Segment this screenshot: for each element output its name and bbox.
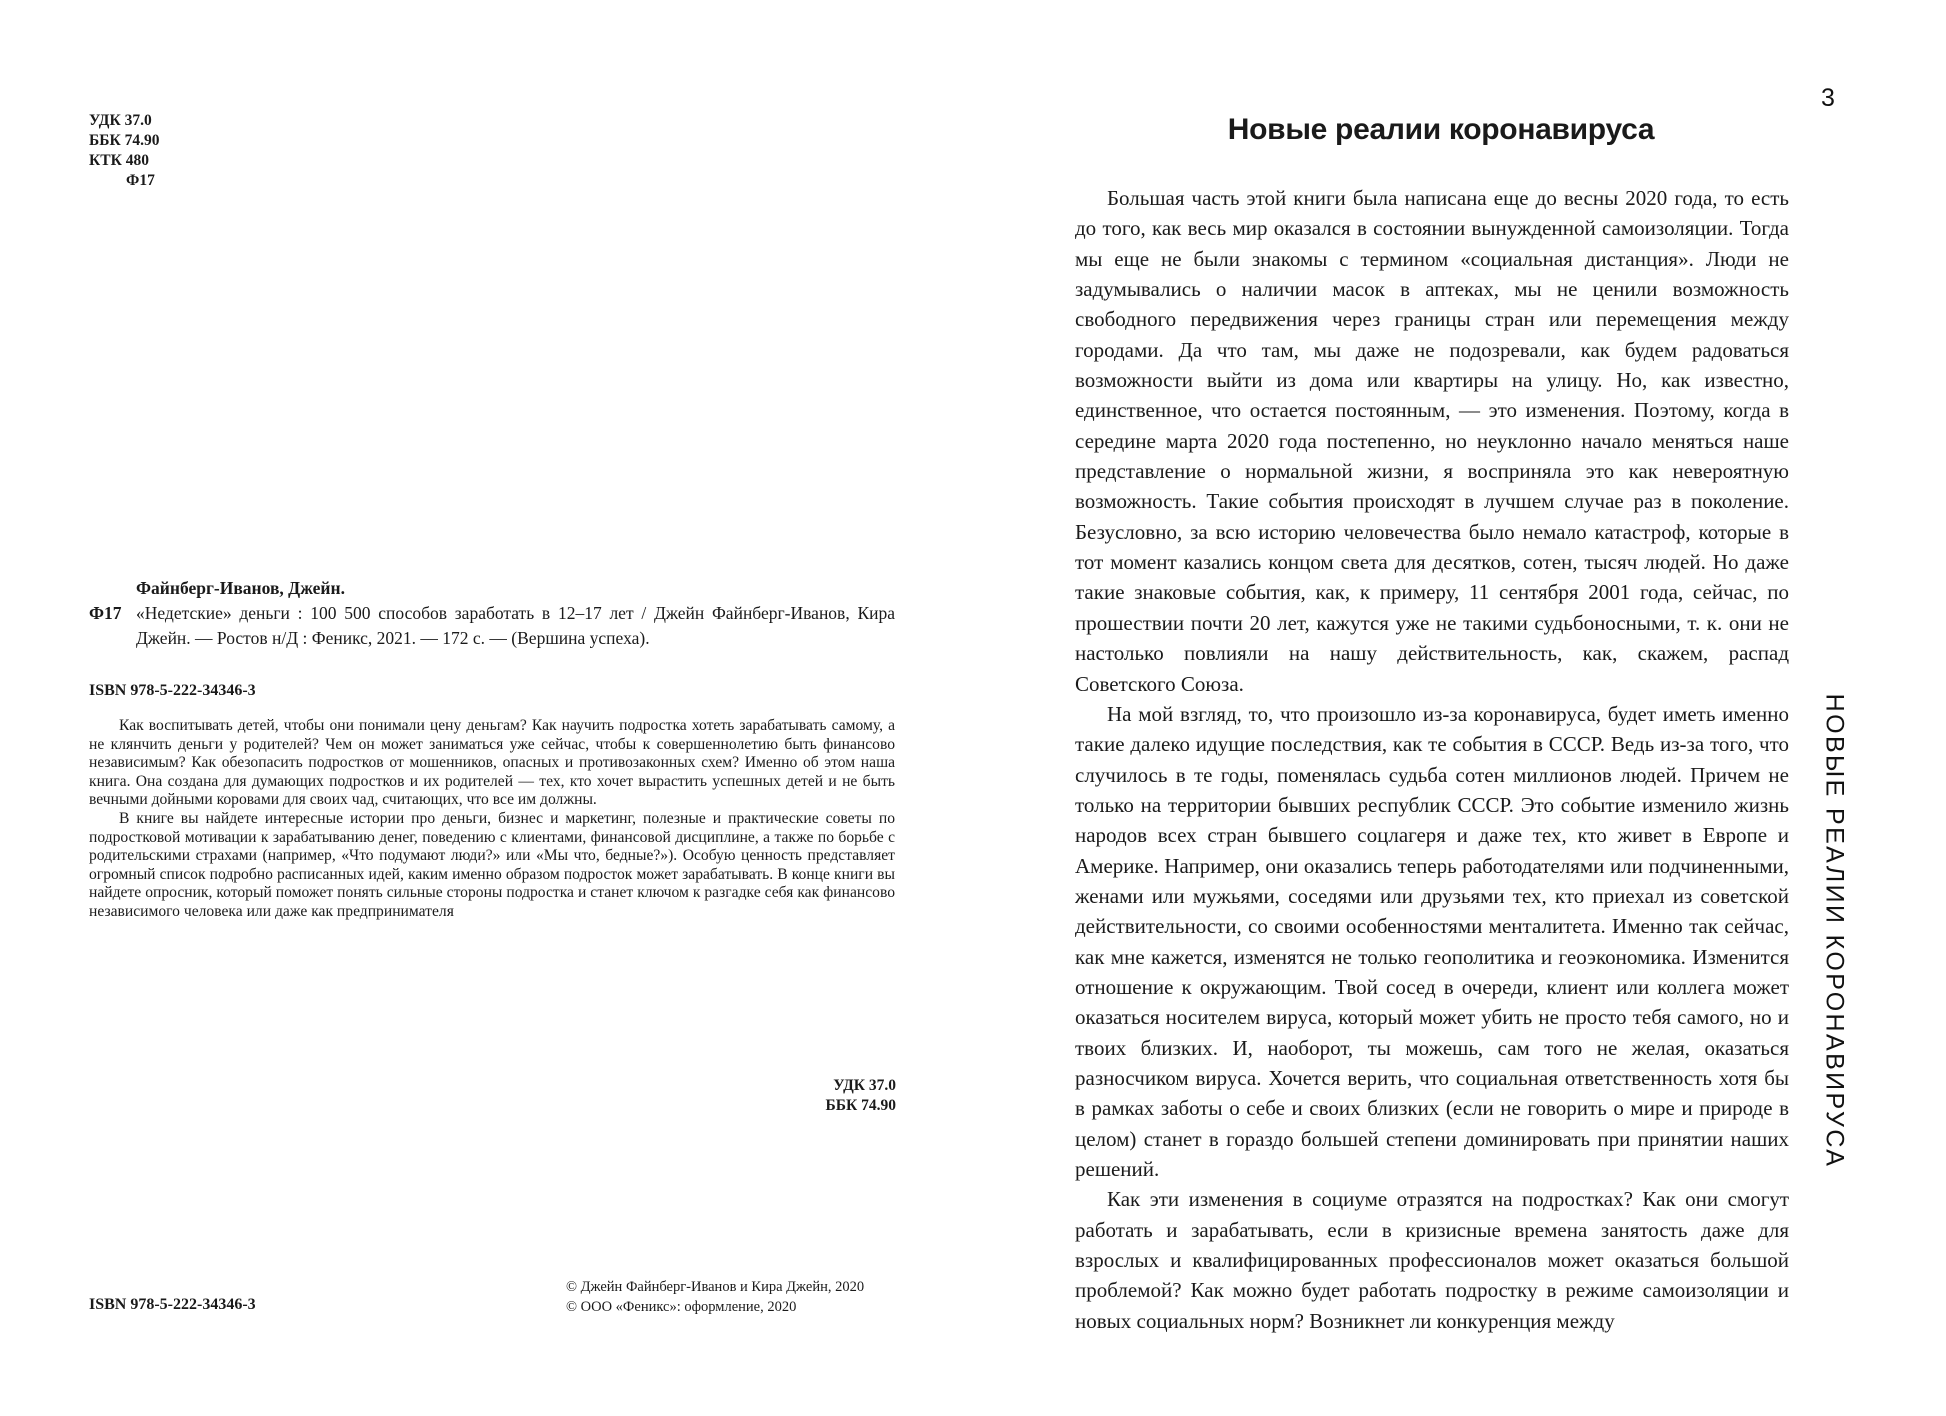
body-paragraph: Как эти изменения в социуме отразятся на подростках? Как они смогут работать и зарабатывать, если в кризисные времена занятость даже для взрослых и квалифицированных профессионалов может оказаться большой проблемой? Как можно будет работать подростку в режиме самоизоляции и новых социальных норм? Возникнет ли конкуренция между xyxy=(1075,1187,1789,1333)
running-head: НОВЫЕ РЕАЛИИ КОРОНАВИРУСА xyxy=(1820,693,1849,1169)
record-author: Файнберг-Иванов, Джейн. xyxy=(136,578,345,598)
page-number: 3 xyxy=(1821,84,1835,112)
isbn-top: ISBN 978-5-222-34346-3 xyxy=(89,682,256,699)
author-mark: Ф17 xyxy=(126,172,155,189)
annotation-paragraph: В книге вы найдете интересные истории про деньги, бизнес и маркетинг, полезные и практические советы по подростковой мотивации к зарабатыванию денег, поведению с клиентами, финансовой дисциплине, а также по борьбе с родительскими страхами (например, «Что подумают люди?» или «Мы что, бедные?»). Особую ценность представляет огромный список подробно расписанных идей, каким именно образом подросток может зарабатывать. В конце книги вы найдете опросник, который поможет понять сильные стороны подростка и станет ключом к разгадке себя как финансово независимого человека или даже как предпринимателя xyxy=(89,809,895,920)
udk-code-footer: УДК 37.0 xyxy=(833,1077,896,1094)
bbk-code: ББК 74.90 xyxy=(89,132,160,149)
annotation xyxy=(89,717,895,922)
chapter-title: Новые реалии коронавируса xyxy=(1227,113,1655,146)
bibliographic-record xyxy=(89,576,895,651)
record-description: «Недетские» деньги : 100 500 способов заработать в 12–17 лет / Джейн Файнберг-Иванов, Кира Джейн. — Ростов н/Д : Феникс, 2021. — 172 с. — (Вершина успеха). xyxy=(136,603,895,648)
classification-header xyxy=(89,111,159,191)
classification-footer xyxy=(810,1076,896,1116)
copyright-line: © ООО «Феникс»: оформление, 2020 xyxy=(566,1299,797,1315)
right-page xyxy=(973,0,1946,1416)
udk-code: УДК 37.0 xyxy=(89,112,152,129)
chapter-body xyxy=(1075,183,1789,1336)
record-author-mark: Ф17 xyxy=(89,603,122,623)
copyright-line: © Джейн Файнберг-Иванов и Кира Джейн, 2020 xyxy=(566,1279,865,1295)
annotation-paragraph: Как воспитывать детей, чтобы они понимали цену деньгам? Как научить подростка хотеть зарабатывать самому, а не клянчить деньги у родителей? Чем он может заниматься уже сейчас, чтобы к совершеннолетию быть финансово независимым? Как обезопасить подростков от мошенников, опасных и противозаконных схем? Именно об этом наша книга. Она создана для думающих подростков и их родителей — тех, кто хочет вырастить успешных детей и не быть вечными дойными коровами для своих чад, считающих, что все им должны. xyxy=(89,717,895,809)
body-paragraph: На мой взгляд, то, что произошло из-за коронавируса, будет иметь именно такие далеко идущие последствия, как те события в СССР. Ведь из-за того, что случилось в те годы, поменялась судьба сотен миллионов людей. Причем не только на территории бывших республик СССР. Это событие изменило жизнь народов всех стран бывшего соцлагеря и даже тех, кто живет в Европе и Америке. Например, они оказались теперь работодателями или подчиненными, женами или мужьями, соседями или друзьями тех, кто приехал из советской действительности, со своими особенностями менталитета. Именно так сейчас, как мне кажется, изменятся не только геополитика и геоэкономика. Изменится отношение к окружающим. Твой сосед в очереди, клиент или коллега может оказаться носителем вируса, который может убить не просто тебя самого, но и твоих близких. И, наоборот, ты можешь, сам того не желая, оказаться разносчиком вируса. Хочется верить, что социальная ответственность хотя бы в рамках заботы о себе и своих близких (если не говорить о мире и природе в целом) станет в гораздо большей степени доминировать при принятии наших решений. xyxy=(1075,701,1789,1181)
isbn-bottom: ISBN 978-5-222-34346-3 xyxy=(89,1296,256,1313)
body-paragraph: Большая часть этой книги была написана еще до весны 2020 года, то есть до того, как весь мир оказался в состоянии вынужденной самоизоляции. Тогда мы еще не были знакомы с термином «социальная дистанция». Люди не задумывались о наличии масок в аптеках, мы не ценили возможность свободного передвижения через границы стран или перемещения между городами. Да что там, мы даже не подозревали, как будем радоваться возможности выйти из дома или квартиры на улицу. Но, как известно, единственное, что остается постоянным, — это изменения. Поэтому, когда в середине марта 2020 года постепенно, но неуклонно начало меняться наше представление о нормальной жизни, я восприняла это как невероятную возможность. Такие события происходят в лучшем случае раз в поколение. Безусловно, за всю историю человечества было немало катастроф, которые в тот момент казались концом света для десятков, сотен, тысяч людей. Но даже такие знаковые события, как, к примеру, 11 сентября 2001 года, сейчас, по прошествии почти 20 лет, кажутся уже не такими судьбоносными, т. к. они не настолько повлияли на нашу действительность, как, скажем, распад Советского Союза. xyxy=(1075,186,1789,696)
ktk-code: КТК 480 xyxy=(89,152,149,169)
bbk-code-footer: ББК 74.90 xyxy=(825,1097,896,1114)
copyright-block xyxy=(566,1277,864,1317)
record-entry xyxy=(89,601,895,651)
